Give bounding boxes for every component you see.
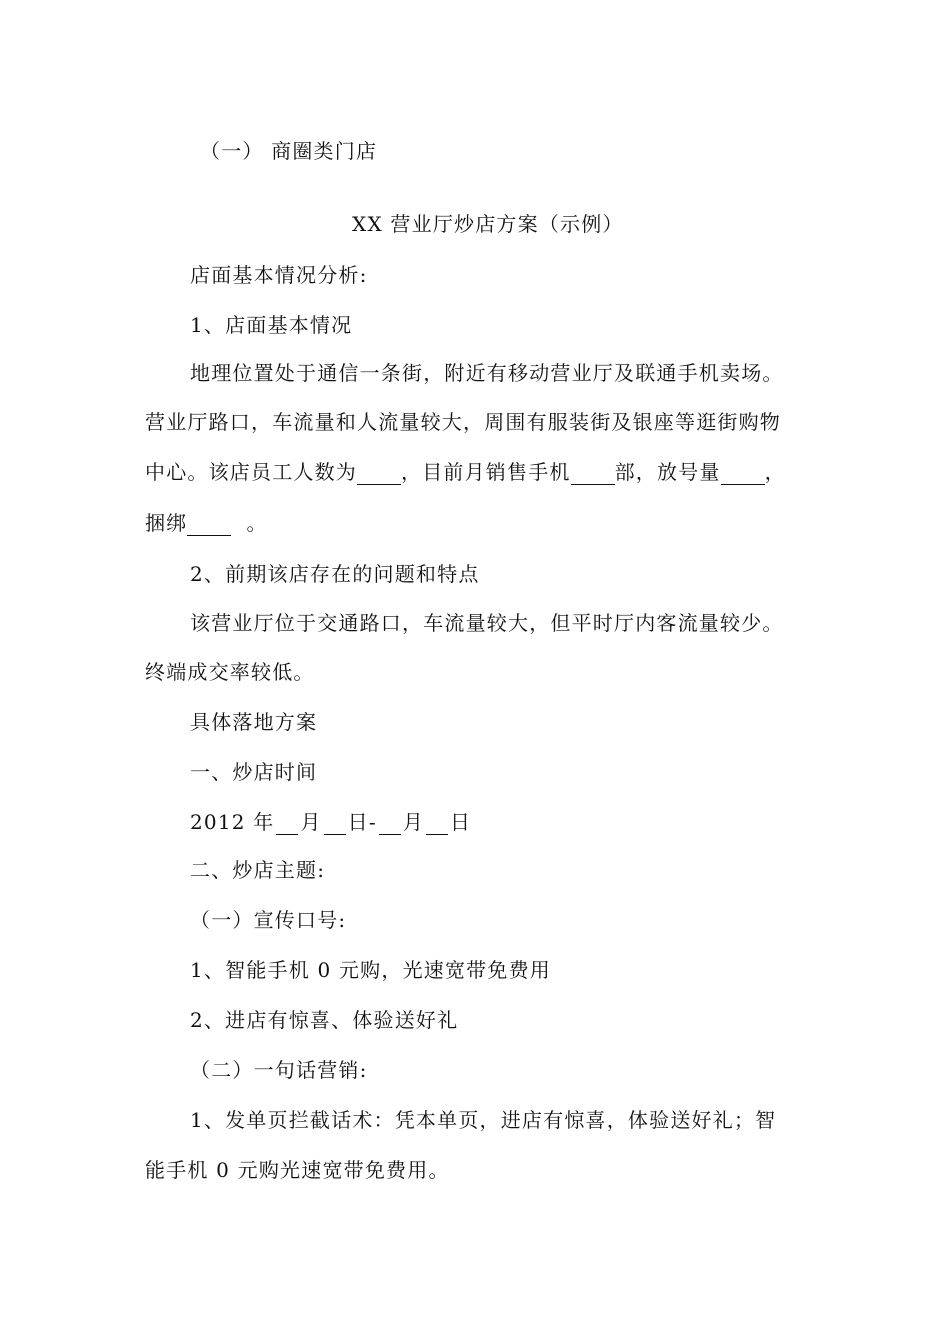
theme-heading: 二、炒店主题: xyxy=(190,858,326,882)
oneline-item-1-line2: 能手机 0 元购光速宽带免费用。 xyxy=(145,1158,450,1182)
date-month: 月 xyxy=(300,810,322,834)
document-title: XX 营业厅炒店方案（示例） xyxy=(352,212,624,236)
fill-in-blank xyxy=(357,464,401,485)
fill-in-blank xyxy=(324,814,346,835)
slogan-item-1: 1、智能手机 0 元购，光速宽带免费用 xyxy=(190,958,551,982)
section-heading: （一） 商圈类门店 xyxy=(200,139,378,163)
date-line xyxy=(190,810,471,835)
date-day: 日- xyxy=(347,810,377,834)
paragraph1-line3 xyxy=(145,460,786,485)
fill-in-blank xyxy=(571,464,615,485)
text-segment: ，目前月销售手机 xyxy=(401,460,571,484)
paragraph2-line1: 该营业厅位于交通路口，车流量较大，但平时厅内客流量较少。 xyxy=(190,611,784,635)
time-heading: 一、炒店时间 xyxy=(190,760,318,784)
fill-in-blank xyxy=(187,515,231,536)
fill-in-blank xyxy=(276,814,298,835)
fill-in-blank xyxy=(721,464,765,485)
paragraph1-line4 xyxy=(145,511,268,536)
plan-heading: 具体落地方案 xyxy=(190,710,318,734)
text-segment: 捆绑 xyxy=(145,511,188,535)
item2-heading: 2、前期该店存在的问题和特点 xyxy=(190,562,480,586)
fill-in-blank xyxy=(426,814,448,835)
date-day: 日 xyxy=(450,810,472,834)
date-month: 月 xyxy=(402,810,425,834)
date-year: 2012 年 xyxy=(190,810,275,834)
slogan-heading: （一）宣传口号: xyxy=(190,908,347,932)
text-segment: 。 xyxy=(246,511,268,535)
oneline-heading: （二）一句话营销: xyxy=(190,1058,368,1082)
text-segment: 中心。该店员工人数为 xyxy=(145,460,357,484)
oneline-item-1-line1: 1、发单页拦截话术：凭本单页，进店有惊喜，体验送好礼；智 xyxy=(190,1108,777,1132)
fill-in-blank xyxy=(379,814,401,835)
item1-heading: 1、店面基本情况 xyxy=(190,313,353,337)
slogan-item-2: 2、进店有惊喜、体验送好礼 xyxy=(190,1008,459,1032)
analysis-heading: 店面基本情况分析: xyxy=(190,263,368,287)
paragraph1-line2: 营业厅路口，车流量和人流量较大，周围有服装街及银座等逛街购物 xyxy=(145,410,781,434)
paragraph2-line2: 终端成交率较低。 xyxy=(145,660,315,684)
text-segment: 部，放号量 xyxy=(614,460,721,484)
text-segment: ， xyxy=(764,460,786,484)
paragraph1-line1: 地理位置处于通信一条街，附近有移动营业厅及联通手机卖场。 xyxy=(190,361,784,385)
